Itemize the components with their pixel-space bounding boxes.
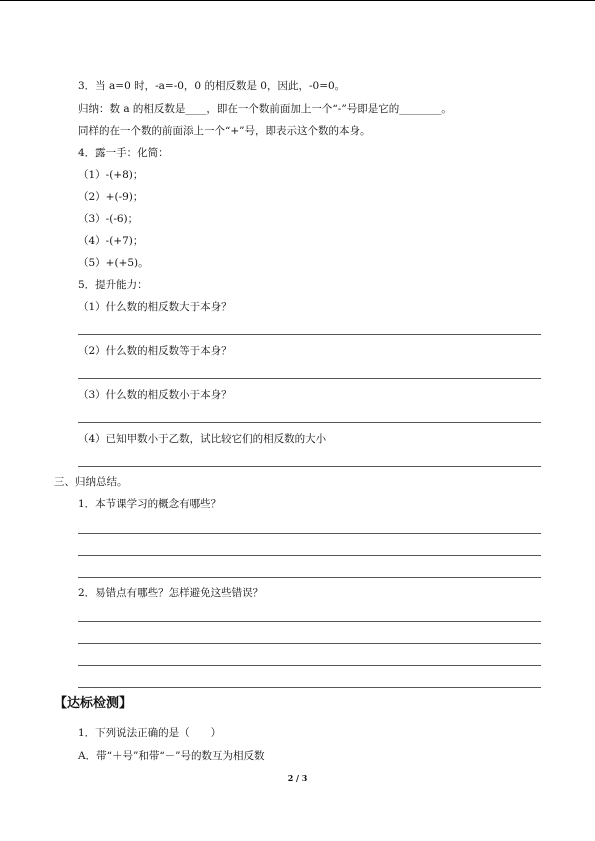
answer-line <box>78 555 541 556</box>
simplify-item-5: （5）+(+5)。 <box>78 257 149 269</box>
summary-line-2: 同样的在一个数的前面添上一个“+”号，即表示这个数的本身。 <box>78 125 371 137</box>
ability-question-4: （4）已知甲数小于乙数，试比较它们的相反数的大小 <box>78 433 327 445</box>
simplify-item-3: （3）-(-6)； <box>78 213 139 225</box>
answer-line <box>78 334 541 335</box>
item-3-text: 3．当 a=0 时，-a=-0，0 的相反数是 0，因此，-0=0。 <box>78 80 346 92</box>
simplify-item-2: （2）+(-9)； <box>78 191 144 203</box>
test-option-a: A．带“＋号”和带“－”号的数互为相反数 <box>78 750 265 762</box>
section-3-title: 三、归纳总结。 <box>54 476 128 488</box>
answer-line <box>78 378 541 379</box>
ability-question-3: （3）什么数的相反数小于本身？ <box>78 389 232 401</box>
answer-line <box>78 643 541 644</box>
answer-line <box>78 533 541 534</box>
answer-line <box>78 422 541 423</box>
answer-line <box>78 687 541 688</box>
answer-line <box>78 621 541 622</box>
answer-line <box>78 466 541 467</box>
summary-question-2: 2．易错点有哪些？怎样避免这些错误？ <box>78 587 264 599</box>
simplify-item-1: （1）-(+8)； <box>78 169 144 181</box>
summary-question-1: 1．本节课学习的概念有哪些？ <box>78 498 222 510</box>
answer-line <box>78 665 541 666</box>
header-rule <box>0 0 595 1</box>
assessment-heading: 【达标检测】 <box>54 696 133 711</box>
summary-line-1: 归纳：数 a 的相反数是____，即在一个数前面加上一个“-”号即是它的________。 <box>78 103 452 115</box>
simplify-item-4: （4）-(+7)； <box>78 235 144 247</box>
ability-question-1: （1）什么数的相反数大于本身？ <box>78 301 232 313</box>
page-number: 2 / 3 <box>287 773 308 783</box>
ability-question-2: （2）什么数的相反数等于本身？ <box>78 345 232 357</box>
test-question-1: 1．下列说法正确的是（ ） <box>78 727 222 739</box>
answer-line <box>78 577 541 578</box>
item-4-title: 4．露一手：化简： <box>78 147 169 159</box>
item-5-title: 5．提升能力： <box>78 279 148 291</box>
